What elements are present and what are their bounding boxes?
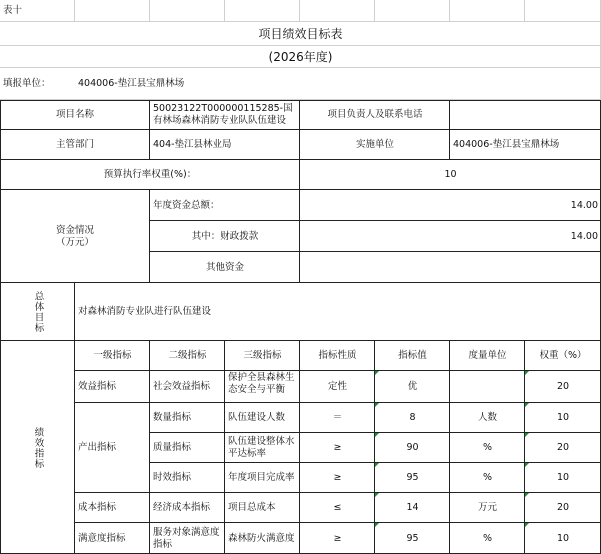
grid-cell xyxy=(450,0,525,22)
row4-value: 95 xyxy=(406,472,419,483)
row1-unit xyxy=(450,371,525,403)
row2-l1: 产出指标 xyxy=(78,442,117,453)
row3-value: 90 xyxy=(406,442,419,453)
goal-label: 总体目标 xyxy=(32,291,44,333)
row6-l1: 满意度指标 xyxy=(78,532,126,544)
perf-label: 绩效指标 xyxy=(32,426,44,469)
row2-value: 8 xyxy=(409,412,416,423)
row5-unit: 万元 xyxy=(477,502,497,513)
grid-cell xyxy=(225,0,300,22)
project-owner-label: 项目负责人及联系电话 xyxy=(327,109,423,120)
row1-l1: 效益指标 xyxy=(78,381,117,392)
row2-l2: 数量指标 xyxy=(153,412,192,423)
header-value: 指标值 xyxy=(398,350,427,361)
header-l3: 三级指标 xyxy=(243,350,282,361)
row1-value: 优 xyxy=(407,381,418,392)
funds-other-label: 其他资金 xyxy=(205,261,244,273)
row4-l3: 年度项目完成率 xyxy=(228,472,295,483)
row1-nature: 定性 xyxy=(327,381,347,392)
row6-weight: 10 xyxy=(556,532,570,544)
grid-cell xyxy=(300,0,375,22)
row3-weight: 20 xyxy=(556,442,570,453)
row3-nature: ≥ xyxy=(333,442,342,453)
row3-l2: 质量指标 xyxy=(153,442,192,453)
funds-label: 资金情况 （万元） xyxy=(55,224,94,248)
row4-weight: 10 xyxy=(556,472,570,483)
sheet-label: 表十 xyxy=(3,5,23,16)
funds-other-value xyxy=(300,252,601,283)
page-title: 项目绩效目标表 xyxy=(258,27,343,41)
header-l1: 一级指标 xyxy=(93,350,132,361)
header-weight: 权重（%） xyxy=(539,350,587,361)
project-name-value: 50023122T000000115285-国有林场森林消防专业队队伍建设 xyxy=(153,103,293,126)
header-nature: 指标性质 xyxy=(318,350,357,361)
row5-l1: 成本指标 xyxy=(78,502,117,513)
row2-unit: 人数 xyxy=(477,412,497,423)
goal-label-wrap xyxy=(0,283,75,341)
row2-l3: 队伍建设人数 xyxy=(228,412,286,423)
row4-l2: 时效指标 xyxy=(153,472,192,483)
row5-weight: 20 xyxy=(556,502,570,513)
row1-l2: 社会效益指标 xyxy=(153,381,211,392)
row4-unit: % xyxy=(482,472,493,483)
budget-weight-label: 预算执行率权重(%)： xyxy=(103,169,197,180)
dept-label: 主管部门 xyxy=(55,139,94,150)
row6-unit: % xyxy=(482,532,493,544)
funds-fiscal-label: 其中：财政拨款 xyxy=(191,230,259,242)
row6-l2: 服务对象满意度指标 xyxy=(153,526,220,550)
header-unit: 度量单位 xyxy=(468,350,507,361)
project-name-label: 项目名称 xyxy=(55,109,94,120)
row6-value: 95 xyxy=(406,532,419,544)
row3-unit: % xyxy=(482,442,493,453)
funds-annual-value: 14.00 xyxy=(570,199,598,211)
row5-value: 14 xyxy=(406,502,419,513)
goal-text: 对森林消防专业队进行队伍建设 xyxy=(78,306,212,317)
row3-l3: 队伍建设整体水平达标率 xyxy=(228,436,295,459)
grid-cell xyxy=(150,0,225,22)
funds-annual-label: 年度资金总额： xyxy=(153,199,220,211)
row2-nature: ＝ xyxy=(332,412,343,423)
row5-l2: 经济成本指标 xyxy=(153,502,211,513)
row2-weight: 10 xyxy=(556,412,570,423)
funds-fiscal-value: 14.00 xyxy=(570,230,598,242)
row4-nature: ≥ xyxy=(333,472,342,483)
row1-weight: 20 xyxy=(556,381,570,392)
project-owner-value xyxy=(450,100,601,130)
grid-cell xyxy=(525,0,601,22)
grid-cell xyxy=(75,0,150,22)
row5-l3: 项目总成本 xyxy=(228,502,276,513)
header-l2: 二级指标 xyxy=(168,350,207,361)
impl-label: 实施单位 xyxy=(355,139,394,150)
impl-value: 404006-垫江县宝鼎林场 xyxy=(453,139,560,150)
perf-label-wrap xyxy=(0,341,75,554)
row6-nature: ≥ xyxy=(333,532,342,544)
filler-label: 填报单位： xyxy=(3,78,51,89)
row6-l3: 森林防火满意度 xyxy=(228,532,295,544)
row1-l3: 保护全县森林生态安全与平衡 xyxy=(228,372,295,395)
filler-value: 404006-垫江县宝鼎林场 xyxy=(78,78,185,89)
budget-weight-value: 10 xyxy=(444,169,457,180)
grid-cell xyxy=(375,0,450,22)
year-label: (2026年度) xyxy=(268,50,333,64)
row5-nature: ≤ xyxy=(333,502,342,513)
dept-value: 404-垫江县林业局 xyxy=(153,139,232,150)
